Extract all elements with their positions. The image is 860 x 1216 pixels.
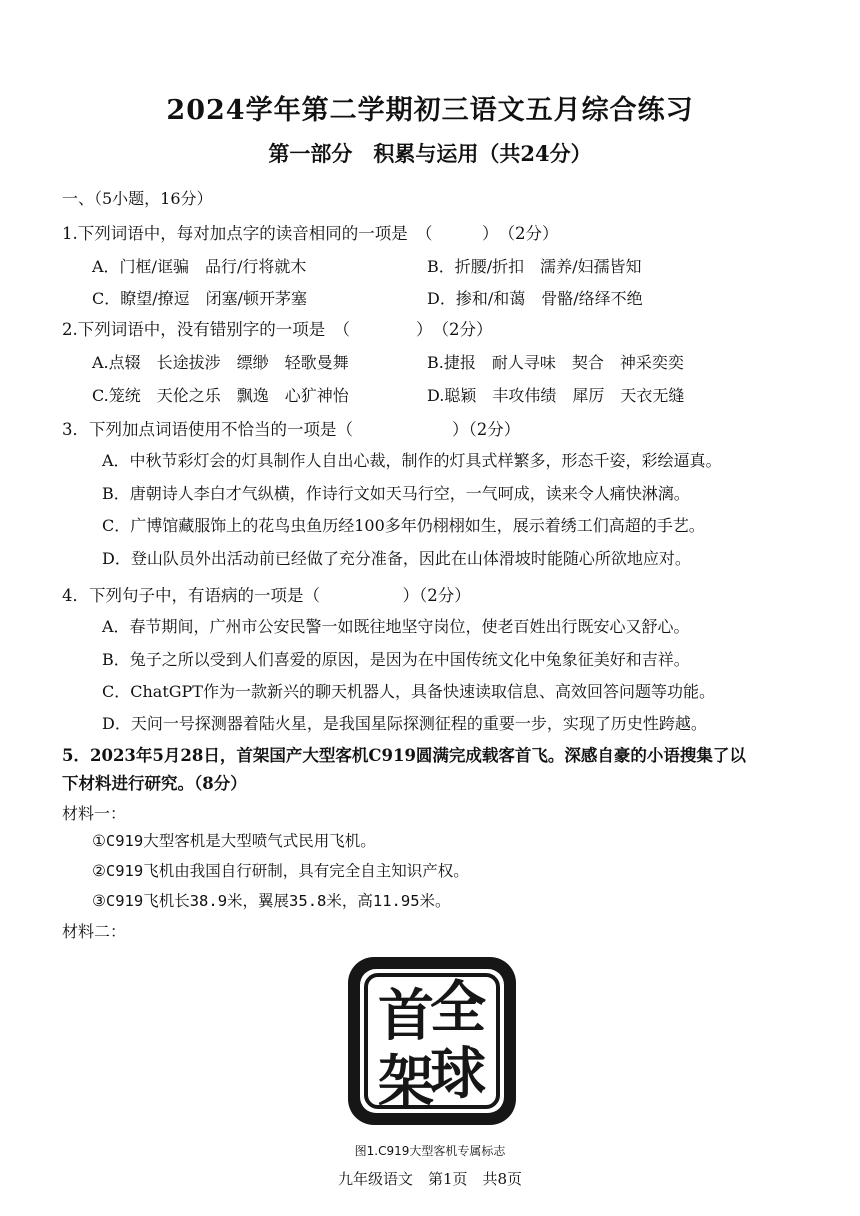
question-3-option-c: C．广博馆藏服饰上的花鸟虫鱼历经100多年仍栩栩如生，展示着绣工们高超的手艺。 [102,516,705,535]
question-3-option-b: B．唐朝诗人李白才气纵横，作诗行文如天马行空，一气呵成，读来令人痛快淋漓。 [102,484,690,503]
question-2-option-b: B.捷报 耐人寻味 契合 神采奕奕 [427,353,684,372]
part-heading: 第一部分 积累与运用（共24分） [268,141,592,166]
question-4-option-b: B．兔子之所以受到人们喜爱的原因，是因为在中国传统文化中兔象征美好和吉祥。 [102,650,690,669]
seal-char-2: 首 [378,983,434,1049]
question-3-stem: 3．下列加点词语使用不恰当的一项是（ ）（2分） [62,420,521,439]
question-1-option-d: D．掺和/和蔼 骨骼/络绎不绝 [427,289,643,308]
question-2-stem: 2.下列词语中，没有错别字的一项是 （ ） （2分） [62,320,493,339]
question-3-option-a: A．中秋节彩灯会的灯具制作人自出心裁，制作的灯具式样繁多，形态千姿，彩绘逼真。 [102,451,722,470]
question-1-option-c: C．瞭望/撩逗 闭塞/顿开茅塞 [92,289,308,308]
seal-char-4: 架 [378,1049,434,1115]
question-3-option-d: D．登山队员外出活动前已经做了充分准备，因此在山体滑坡时能随心所欲地应对。 [102,549,691,568]
material-1-item: ①C919大型客机是大型喷气式民用飞机。 [92,832,376,850]
c919-logo-seal [346,955,518,1127]
seal-char-3: 球 [430,1041,486,1107]
question-1-stem: 1.下列词语中，每对加点字的读音相同的一项是 （ ） （2分） [62,224,559,243]
question-5-stem-line2: 下材料进行研究。（8分） [62,774,247,793]
section-heading: 一、（5小题，16分） [62,189,213,208]
material-1-label: 材料一： [62,804,127,823]
material-1-item: ②C919飞机由我国自行研制，具有完全自主知识产权。 [92,862,469,880]
material-2-label: 材料二： [62,922,127,941]
material-1-item: ③C919飞机长38.9米，翼展35.8米，高11.95米。 [92,892,451,910]
exam-title: 2024学年第二学期初三语文五月综合练习 [166,95,694,126]
seal-graphic [346,955,518,1127]
question-2-option-a: A.点辍 长途拔涉 缥缈 轻歌曼舞 [92,353,349,372]
question-5-stem-line1: 5．2023年5月28日，首架国产大型客机C919圆满完成载客首飞。深感自豪的小语搜集了以 [62,746,746,765]
question-2-option-d: D.聪颖 丰攻伟绩 犀厉 天衣无缝 [427,386,685,405]
question-1-option-b: B．折腰/折扣 濡养/妇孺皆知 [427,257,642,276]
figure-caption: 图1.C919大型客机专属标志 [354,1144,506,1158]
page-footer: 九年级语文 第1页 共8页 [337,1170,523,1188]
question-4-option-a: A．春节期间，广州市公安民警一如既往地坚守岗位，使老百姓出行既安心又舒心。 [102,617,690,636]
seal-char-1: 全 [430,975,486,1041]
question-4-stem: 4．下列句子中，有语病的一项是（ ）（2分） [62,586,471,605]
question-2-option-c: C.笼统 天伦之乐 飘逸 心犷神怡 [92,386,349,405]
question-1-option-a: A．门框/诓骗 品行/行将就木 [92,257,307,276]
question-4-option-c: C．ChatGPT作为一款新兴的聊天机器人，具备快速读取信息、高效回答问题等功能。 [102,682,715,701]
question-4-option-d: D．天问一号探测器着陆火星，是我国星际探测征程的重要一步，实现了历史性跨越。 [102,714,707,733]
